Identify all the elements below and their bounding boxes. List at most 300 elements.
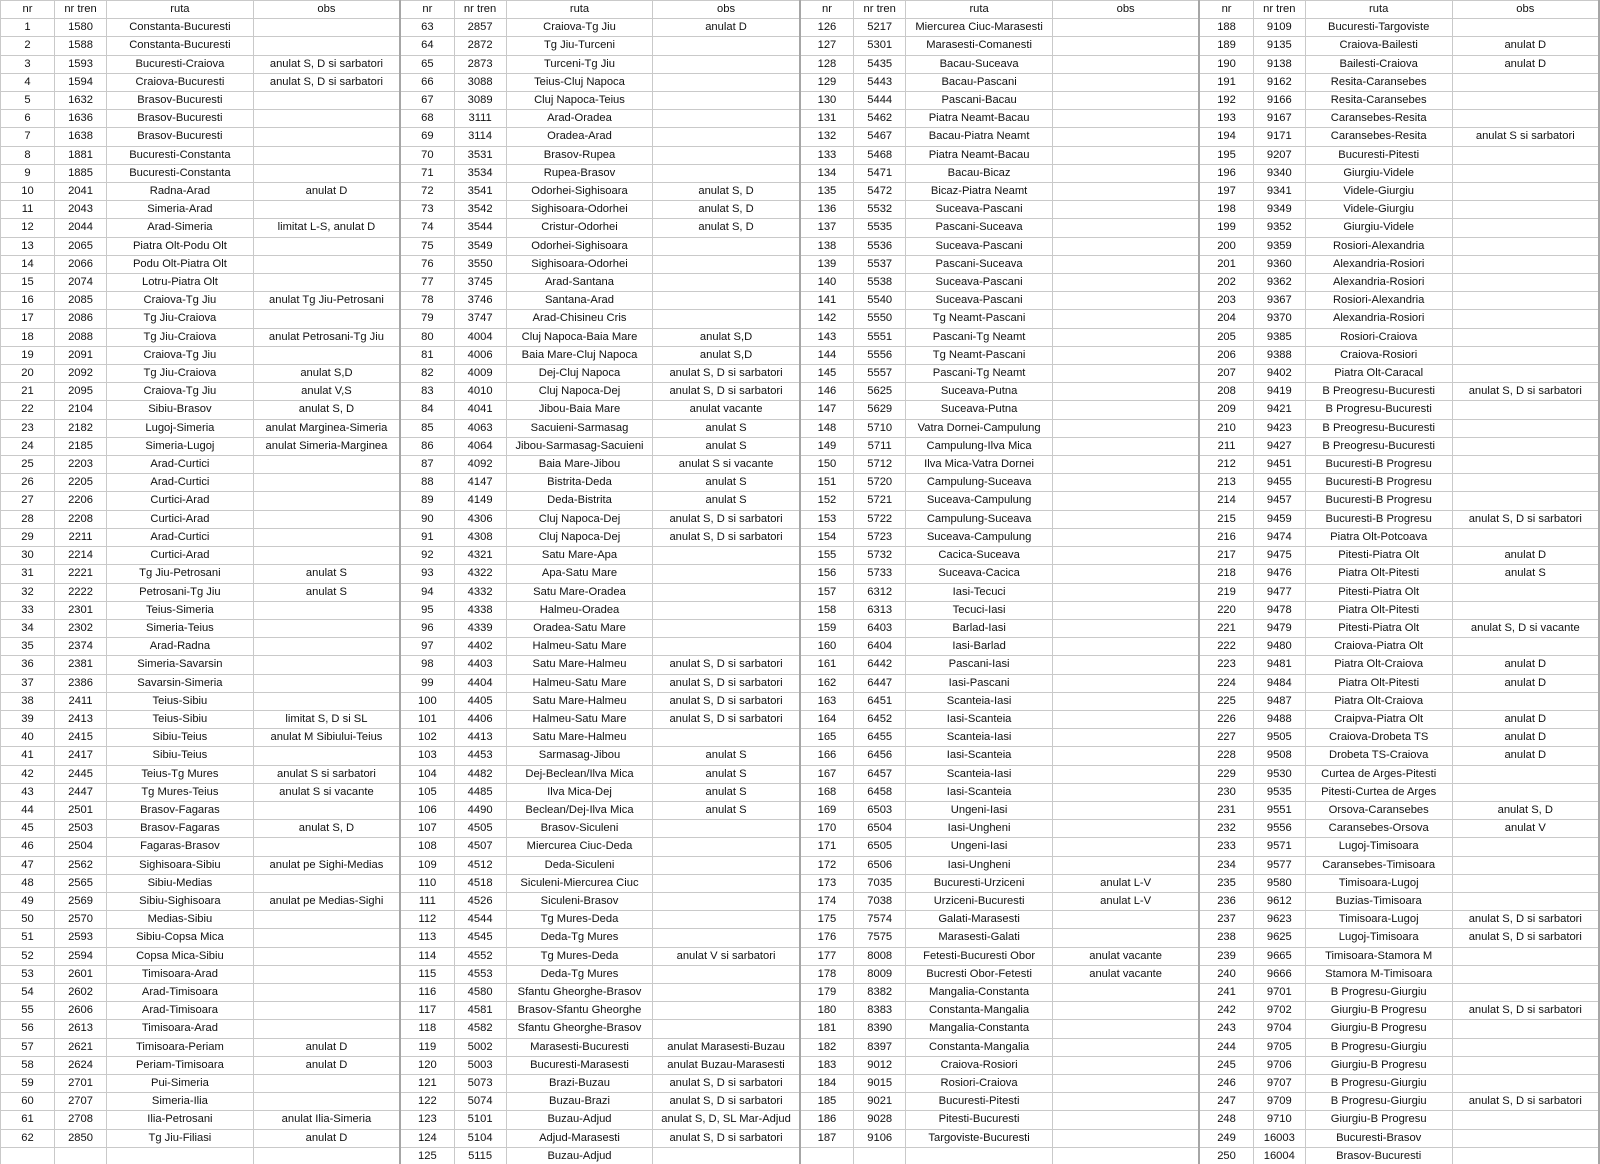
cell-nr[interactable]: 130 (800, 92, 854, 110)
cell-obs[interactable] (253, 965, 400, 983)
cell-nr-tren[interactable]: 9167 (1253, 110, 1305, 128)
cell-obs[interactable] (1052, 619, 1199, 637)
cell-nr-tren[interactable]: 3111 (454, 110, 506, 128)
cell-ruta[interactable]: Arad-Curtici (107, 456, 254, 474)
cell-nr[interactable]: 80 (400, 328, 454, 346)
cell-nr-tren[interactable]: 4406 (454, 710, 506, 728)
cell-ruta[interactable]: Bicaz-Piatra Neamt (906, 183, 1053, 201)
cell-obs[interactable]: anulat Tg Jiu-Petrosani (253, 292, 400, 310)
cell-obs[interactable]: anulat D (1452, 547, 1599, 565)
cell-ruta[interactable]: Satu Mare-Apa (506, 547, 653, 565)
cell-obs[interactable] (253, 911, 400, 929)
cell-nr-tren[interactable]: 4339 (454, 619, 506, 637)
cell-nr[interactable]: 199 (1199, 219, 1253, 237)
cell-nr-tren[interactable]: 4092 (454, 456, 506, 474)
cell-nr[interactable]: 164 (800, 710, 854, 728)
cell-nr-tren[interactable]: 8382 (854, 983, 906, 1001)
cell-obs[interactable] (1052, 310, 1199, 328)
cell-nr-tren[interactable]: 9612 (1253, 892, 1305, 910)
cell-ruta[interactable]: Arad-Simeria (107, 219, 254, 237)
cell-nr[interactable]: 190 (1199, 55, 1253, 73)
cell-nr[interactable]: 99 (400, 674, 454, 692)
cell-nr[interactable]: 150 (800, 456, 854, 474)
cell-nr[interactable]: 66 (400, 73, 454, 91)
cell-nr-tren[interactable]: 9571 (1253, 838, 1305, 856)
cell-obs[interactable] (1052, 510, 1199, 528)
cell-obs[interactable]: anulat S, D (1452, 801, 1599, 819)
cell-obs[interactable] (1052, 747, 1199, 765)
header-nr[interactable]: nr (800, 1, 854, 19)
cell-nr[interactable]: 68 (400, 110, 454, 128)
cell-nr[interactable]: 15 (1, 274, 55, 292)
cell-obs[interactable]: anulat S,D (253, 365, 400, 383)
cell-obs[interactable] (1052, 92, 1199, 110)
cell-nr-tren[interactable]: 9340 (1253, 164, 1305, 182)
cell-nr-tren[interactable]: 5443 (854, 73, 906, 91)
cell-obs[interactable] (653, 55, 800, 73)
cell-obs[interactable] (1052, 856, 1199, 874)
cell-nr[interactable]: 120 (400, 1056, 454, 1074)
cell-obs[interactable]: anulat S, D si sarbatori (653, 365, 800, 383)
cell-ruta[interactable]: Suceava-Putna (906, 401, 1053, 419)
cell-ruta[interactable]: Brasov-Fagaras (107, 801, 254, 819)
cell-ruta[interactable]: Ilva Mica-Dej (506, 783, 653, 801)
cell-obs[interactable] (653, 601, 800, 619)
cell-obs[interactable]: anulat D (1452, 37, 1599, 55)
cell-nr-tren[interactable]: 4306 (454, 510, 506, 528)
cell-ruta[interactable]: Caransebes-Resita (1305, 128, 1452, 146)
cell-nr-tren[interactable]: 9106 (854, 1129, 906, 1147)
cell-nr-tren[interactable]: 5115 (454, 1147, 506, 1164)
cell-obs[interactable] (1052, 801, 1199, 819)
cell-obs[interactable] (1052, 474, 1199, 492)
cell-nr-tren[interactable]: 2602 (55, 983, 107, 1001)
cell-ruta[interactable]: Targoviste-Bucuresti (906, 1129, 1053, 1147)
cell-obs[interactable]: anulat Ilia-Simeria (253, 1111, 400, 1129)
cell-nr[interactable]: 113 (400, 929, 454, 947)
cell-obs[interactable]: anulat D (1452, 656, 1599, 674)
cell-nr-tren[interactable]: 4063 (454, 419, 506, 437)
cell-obs[interactable] (653, 565, 800, 583)
cell-nr-tren[interactable]: 2208 (55, 510, 107, 528)
cell-ruta[interactable]: Halmeu-Satu Mare (506, 674, 653, 692)
header-ruta[interactable]: ruta (107, 1, 254, 19)
cell-nr[interactable]: 144 (800, 346, 854, 364)
cell-ruta[interactable]: Fetesti-Bucuresti Obor (906, 947, 1053, 965)
cell-ruta[interactable]: Brasov-Rupea (506, 146, 653, 164)
cell-nr-tren[interactable]: 16003 (1253, 1129, 1305, 1147)
cell-nr-tren[interactable]: 4582 (454, 1020, 506, 1038)
cell-nr-tren[interactable]: 5712 (854, 456, 906, 474)
cell-obs[interactable]: anulat S, D si sarbatori (1452, 929, 1599, 947)
cell-nr[interactable]: 132 (800, 128, 854, 146)
cell-ruta[interactable]: Cluj Napoca-Dej (506, 510, 653, 528)
cell-nr[interactable]: 184 (800, 1074, 854, 1092)
cell-nr[interactable]: 217 (1199, 547, 1253, 565)
cell-ruta[interactable]: Craiova-Tg Jiu (506, 19, 653, 37)
cell-nr-tren[interactable]: 2565 (55, 874, 107, 892)
cell-obs[interactable] (1052, 656, 1199, 674)
cell-nr[interactable]: 27 (1, 492, 55, 510)
cell-nr[interactable]: 73 (400, 201, 454, 219)
cell-ruta[interactable]: Caransebes-Resita (1305, 110, 1452, 128)
cell-obs[interactable] (653, 911, 800, 929)
cell-obs[interactable] (253, 474, 400, 492)
cell-obs[interactable] (1052, 528, 1199, 546)
cell-nr-tren[interactable]: 5556 (854, 346, 906, 364)
cell-obs[interactable] (253, 255, 400, 273)
cell-obs[interactable] (1452, 110, 1599, 128)
cell-nr[interactable]: 8 (1, 146, 55, 164)
cell-nr-tren[interactable]: 2104 (55, 401, 107, 419)
cell-nr-tren[interactable]: 9341 (1253, 183, 1305, 201)
cell-nr-tren[interactable]: 9421 (1253, 401, 1305, 419)
cell-nr[interactable]: 202 (1199, 274, 1253, 292)
cell-nr-tren[interactable]: 5003 (454, 1056, 506, 1074)
cell-nr-tren[interactable]: 1594 (55, 73, 107, 91)
cell-obs[interactable] (1052, 346, 1199, 364)
cell-nr-tren[interactable]: 9109 (1253, 19, 1305, 37)
cell-obs[interactable] (653, 838, 800, 856)
cell-obs[interactable] (1452, 601, 1599, 619)
cell-ruta[interactable]: Arad-Oradea (506, 110, 653, 128)
cell-nr[interactable]: 212 (1199, 456, 1253, 474)
cell-nr[interactable]: 76 (400, 255, 454, 273)
cell-nr[interactable]: 119 (400, 1038, 454, 1056)
cell-obs[interactable] (1052, 929, 1199, 947)
cell-ruta[interactable]: Vatra Dornei-Campulung (906, 419, 1053, 437)
cell-ruta[interactable]: Medias-Sibiu (107, 911, 254, 929)
cell-nr[interactable]: 156 (800, 565, 854, 583)
cell-nr[interactable]: 94 (400, 583, 454, 601)
cell-ruta[interactable]: Drobeta TS-Craiova (1305, 747, 1452, 765)
cell-obs[interactable]: anulat D (1452, 55, 1599, 73)
cell-nr[interactable]: 64 (400, 37, 454, 55)
cell-obs[interactable]: anulat S (253, 583, 400, 601)
cell-nr-tren[interactable]: 9702 (1253, 1002, 1305, 1020)
cell-nr[interactable]: 126 (800, 19, 854, 37)
cell-nr-tren[interactable]: 4010 (454, 383, 506, 401)
cell-ruta[interactable]: Pitesti-Piatra Olt (1305, 619, 1452, 637)
cell-obs[interactable]: anulat D (653, 19, 800, 37)
cell-ruta[interactable]: Tg Jiu-Filiasi (107, 1129, 254, 1147)
cell-nr-tren[interactable]: 2066 (55, 255, 107, 273)
cell-obs[interactable] (253, 1147, 400, 1164)
cell-ruta[interactable]: B Progresu-Giurgiu (1305, 1038, 1452, 1056)
cell-nr[interactable]: 163 (800, 692, 854, 710)
cell-obs[interactable]: anulat S, D si sarbatori (653, 528, 800, 546)
cell-nr-tren[interactable]: 2624 (55, 1056, 107, 1074)
cell-nr[interactable]: 211 (1199, 437, 1253, 455)
cell-obs[interactable] (653, 583, 800, 601)
cell-ruta[interactable]: Pascani-Suceava (906, 255, 1053, 273)
cell-ruta[interactable]: Constanta-Bucuresti (107, 37, 254, 55)
cell-obs[interactable] (1452, 1056, 1599, 1074)
cell-nr[interactable]: 74 (400, 219, 454, 237)
cell-ruta[interactable]: Cluj Napoca-Dej (506, 528, 653, 546)
cell-obs[interactable] (253, 346, 400, 364)
cell-nr-tren[interactable]: 9530 (1253, 765, 1305, 783)
cell-nr[interactable]: 239 (1199, 947, 1253, 965)
cell-ruta[interactable]: Giurgiu-B Progresu (1305, 1111, 1452, 1129)
cell-nr-tren[interactable]: 8008 (854, 947, 906, 965)
header-obs[interactable]: obs (1052, 1, 1199, 19)
cell-obs[interactable] (1052, 164, 1199, 182)
cell-nr[interactable]: 175 (800, 911, 854, 929)
cell-nr[interactable]: 240 (1199, 965, 1253, 983)
cell-ruta[interactable]: Teius-Sibiu (107, 692, 254, 710)
cell-ruta[interactable]: Sarmasag-Jibou (506, 747, 653, 765)
cell-nr-tren[interactable]: 1580 (55, 19, 107, 37)
cell-ruta[interactable]: Cluj Napoca-Baia Mare (506, 328, 653, 346)
cell-nr[interactable]: 69 (400, 128, 454, 146)
header-nr-tren[interactable]: nr tren (1253, 1, 1305, 19)
cell-ruta[interactable]: Bacau-Piatra Neamt (906, 128, 1053, 146)
cell-ruta[interactable]: Campulung-Suceava (906, 510, 1053, 528)
cell-nr-tren[interactable]: 2594 (55, 947, 107, 965)
cell-nr[interactable]: 176 (800, 929, 854, 947)
cell-nr-tren[interactable]: 5471 (854, 164, 906, 182)
cell-obs[interactable] (1452, 164, 1599, 182)
cell-obs[interactable]: anulat S, D si sarbatori (1452, 383, 1599, 401)
cell-nr-tren[interactable]: 4403 (454, 656, 506, 674)
cell-nr[interactable]: 33 (1, 601, 55, 619)
cell-nr[interactable]: 100 (400, 692, 454, 710)
cell-ruta[interactable]: B Progresu-Giurgiu (1305, 983, 1452, 1001)
cell-nr-tren[interactable]: 9385 (1253, 328, 1305, 346)
cell-obs[interactable] (1052, 1147, 1199, 1164)
cell-nr[interactable]: 118 (400, 1020, 454, 1038)
cell-nr-tren[interactable]: 9577 (1253, 856, 1305, 874)
cell-nr-tren[interactable]: 4485 (454, 783, 506, 801)
cell-nr-tren[interactable]: 9480 (1253, 638, 1305, 656)
cell-ruta[interactable]: Odorhei-Sighisoara (506, 237, 653, 255)
cell-obs[interactable] (253, 110, 400, 128)
cell-obs[interactable]: anulat S, D si sarbatori (253, 73, 400, 91)
cell-ruta[interactable]: Teius-Sibiu (107, 710, 254, 728)
cell-ruta[interactable]: Halmeu-Satu Mare (506, 710, 653, 728)
cell-nr[interactable]: 231 (1199, 801, 1253, 819)
cell-ruta[interactable]: Stamora M-Timisoara (1305, 965, 1452, 983)
cell-nr[interactable]: 83 (400, 383, 454, 401)
cell-obs[interactable] (1452, 92, 1599, 110)
cell-ruta[interactable]: Barlad-Iasi (906, 619, 1053, 637)
cell-obs[interactable] (1052, 710, 1199, 728)
cell-obs[interactable] (253, 528, 400, 546)
cell-nr[interactable]: 187 (800, 1129, 854, 1147)
cell-ruta[interactable]: Satu Mare-Oradea (506, 583, 653, 601)
header-obs[interactable]: obs (653, 1, 800, 19)
cell-ruta[interactable]: Suceava-Pascani (906, 292, 1053, 310)
cell-ruta[interactable]: Craiova-Rosiori (1305, 346, 1452, 364)
cell-ruta[interactable]: Marasesti-Comanesti (906, 37, 1053, 55)
cell-nr-tren[interactable]: 9479 (1253, 619, 1305, 637)
cell-obs[interactable] (253, 874, 400, 892)
cell-nr[interactable]: 145 (800, 365, 854, 383)
cell-nr-tren[interactable]: 2613 (55, 1020, 107, 1038)
cell-obs[interactable] (1052, 1093, 1199, 1111)
cell-nr-tren[interactable]: 2301 (55, 601, 107, 619)
cell-obs[interactable]: anulat S, D si sarbatori (653, 710, 800, 728)
cell-ruta[interactable]: Simeria-Lugoj (107, 437, 254, 455)
cell-nr[interactable]: 213 (1199, 474, 1253, 492)
cell-ruta[interactable]: Alexandria-Rosiori (1305, 255, 1452, 273)
cell-obs[interactable] (253, 128, 400, 146)
cell-obs[interactable] (653, 729, 800, 747)
cell-nr-tren[interactable]: 9419 (1253, 383, 1305, 401)
cell-nr-tren[interactable]: 9709 (1253, 1093, 1305, 1111)
cell-nr[interactable]: 186 (800, 1111, 854, 1129)
cell-ruta[interactable]: Piatra Olt-Pitesti (1305, 565, 1452, 583)
cell-obs[interactable] (1452, 183, 1599, 201)
cell-nr-tren[interactable]: 2872 (454, 37, 506, 55)
cell-obs[interactable] (1452, 237, 1599, 255)
cell-nr-tren[interactable]: 4332 (454, 583, 506, 601)
cell-nr[interactable]: 121 (400, 1074, 454, 1092)
cell-nr-tren[interactable]: 2203 (55, 456, 107, 474)
cell-nr-tren[interactable]: 8397 (854, 1038, 906, 1056)
cell-obs[interactable] (1452, 401, 1599, 419)
cell-ruta[interactable]: Buzau-Adjud (506, 1147, 653, 1164)
cell-nr-tren[interactable]: 4526 (454, 892, 506, 910)
cell-nr-tren[interactable]: 5732 (854, 547, 906, 565)
cell-nr-tren[interactable]: 3550 (454, 255, 506, 273)
cell-nr[interactable]: 115 (400, 965, 454, 983)
cell-ruta[interactable]: Adjud-Marasesti (506, 1129, 653, 1147)
cell-ruta[interactable]: Satu Mare-Halmeu (506, 692, 653, 710)
cell-obs[interactable]: anulat S, D si sarbatori (653, 1093, 800, 1111)
cell-nr[interactable]: 232 (1199, 820, 1253, 838)
cell-ruta[interactable]: Pascani-Iasi (906, 656, 1053, 674)
cell-nr-tren[interactable]: 2302 (55, 619, 107, 637)
cell-ruta[interactable]: Craiova-Tg Jiu (107, 292, 254, 310)
cell-nr-tren[interactable]: 5711 (854, 437, 906, 455)
cell-obs[interactable] (653, 255, 800, 273)
cell-nr[interactable]: 23 (1, 419, 55, 437)
cell-nr-tren[interactable]: 9505 (1253, 729, 1305, 747)
cell-obs[interactable]: anulat Marginea-Simeria (253, 419, 400, 437)
cell-ruta[interactable]: Brasov-Bucuresti (107, 110, 254, 128)
cell-ruta[interactable]: Alexandria-Rosiori (1305, 274, 1452, 292)
cell-ruta[interactable]: Jibou-Sarmasag-Sacuieni (506, 437, 653, 455)
cell-obs[interactable] (1052, 201, 1199, 219)
cell-nr-tren[interactable]: 9487 (1253, 692, 1305, 710)
cell-nr-tren[interactable]: 2214 (55, 547, 107, 565)
cell-nr[interactable]: 72 (400, 183, 454, 201)
cell-ruta[interactable]: Iasi-Ungheni (906, 820, 1053, 838)
cell-ruta[interactable]: Sfantu Gheorghe-Brasov (506, 983, 653, 1001)
cell-nr[interactable]: 60 (1, 1093, 55, 1111)
cell-obs[interactable] (1452, 419, 1599, 437)
cell-nr[interactable]: 141 (800, 292, 854, 310)
cell-nr-tren[interactable]: 9457 (1253, 492, 1305, 510)
cell-ruta[interactable]: B Preogresu-Bucuresti (1305, 383, 1452, 401)
cell-obs[interactable] (1452, 73, 1599, 91)
cell-obs[interactable] (253, 1020, 400, 1038)
cell-nr[interactable]: 28 (1, 510, 55, 528)
cell-nr-tren[interactable]: 9207 (1253, 146, 1305, 164)
cell-ruta[interactable]: Tg Jiu-Craiova (107, 328, 254, 346)
cell-nr-tren[interactable]: 4544 (454, 911, 506, 929)
cell-nr-tren[interactable]: 4505 (454, 820, 506, 838)
cell-ruta[interactable]: Dej-Cluj Napoca (506, 365, 653, 383)
cell-nr[interactable]: 13 (1, 237, 55, 255)
cell-ruta[interactable]: Bucuresti-Pitesti (906, 1093, 1053, 1111)
cell-ruta[interactable]: Apa-Satu Mare (506, 565, 653, 583)
cell-nr[interactable]: 191 (1199, 73, 1253, 91)
cell-nr-tren[interactable]: 6404 (854, 638, 906, 656)
cell-obs[interactable] (1452, 947, 1599, 965)
cell-nr[interactable]: 238 (1199, 929, 1253, 947)
cell-nr-tren[interactable]: 5444 (854, 92, 906, 110)
cell-ruta[interactable]: Timisoara-Periam (107, 1038, 254, 1056)
cell-obs[interactable]: anulat L-V (1052, 874, 1199, 892)
cell-nr-tren[interactable]: 2504 (55, 838, 107, 856)
cell-obs[interactable]: anulat S (653, 419, 800, 437)
cell-ruta[interactable]: Sibiu-Medias (107, 874, 254, 892)
cell-ruta[interactable] (107, 1147, 254, 1164)
cell-nr-tren[interactable]: 3544 (454, 219, 506, 237)
cell-obs[interactable] (253, 692, 400, 710)
cell-obs[interactable] (253, 237, 400, 255)
cell-nr-tren[interactable]: 9162 (1253, 73, 1305, 91)
cell-nr[interactable]: 95 (400, 601, 454, 619)
cell-obs[interactable] (1052, 73, 1199, 91)
cell-ruta[interactable]: Urziceni-Bucuresti (906, 892, 1053, 910)
cell-nr[interactable]: 229 (1199, 765, 1253, 783)
cell-nr-tren[interactable]: 2857 (454, 19, 506, 37)
cell-ruta[interactable]: Piatra Olt-Potcoava (1305, 528, 1452, 546)
cell-ruta[interactable]: Craiova-Tg Jiu (107, 383, 254, 401)
cell-nr[interactable] (800, 1147, 854, 1164)
cell-nr[interactable]: 6 (1, 110, 55, 128)
cell-nr[interactable]: 79 (400, 310, 454, 328)
cell-ruta[interactable]: B Preogresu-Bucuresti (1305, 437, 1452, 455)
cell-nr[interactable]: 154 (800, 528, 854, 546)
cell-nr-tren[interactable]: 6442 (854, 656, 906, 674)
cell-nr[interactable]: 165 (800, 729, 854, 747)
cell-nr-tren[interactable]: 5468 (854, 146, 906, 164)
cell-nr-tren[interactable]: 4321 (454, 547, 506, 565)
cell-nr[interactable]: 81 (400, 346, 454, 364)
cell-ruta[interactable]: Satu Mare-Halmeu (506, 729, 653, 747)
cell-nr-tren[interactable]: 5723 (854, 528, 906, 546)
cell-nr[interactable]: 157 (800, 583, 854, 601)
cell-obs[interactable] (653, 820, 800, 838)
cell-nr-tren[interactable]: 1638 (55, 128, 107, 146)
cell-nr[interactable]: 236 (1199, 892, 1253, 910)
cell-obs[interactable] (1452, 456, 1599, 474)
cell-ruta[interactable]: Sighisoara-Odorhei (506, 255, 653, 273)
cell-nr[interactable]: 44 (1, 801, 55, 819)
cell-nr[interactable]: 168 (800, 783, 854, 801)
cell-ruta[interactable]: Tg Jiu-Turceni (506, 37, 653, 55)
cell-obs[interactable] (253, 638, 400, 656)
cell-nr[interactable]: 48 (1, 874, 55, 892)
cell-nr-tren[interactable]: 9451 (1253, 456, 1305, 474)
cell-obs[interactable] (253, 947, 400, 965)
cell-ruta[interactable]: Curtici-Arad (107, 547, 254, 565)
cell-nr[interactable]: 172 (800, 856, 854, 874)
cell-nr-tren[interactable]: 5101 (454, 1111, 506, 1129)
cell-obs[interactable] (653, 1147, 800, 1164)
cell-nr[interactable]: 58 (1, 1056, 55, 1074)
cell-obs[interactable] (253, 801, 400, 819)
cell-obs[interactable] (1052, 55, 1199, 73)
cell-obs[interactable] (253, 929, 400, 947)
cell-nr[interactable]: 220 (1199, 601, 1253, 619)
cell-ruta[interactable]: Mangalia-Constanta (906, 1020, 1053, 1038)
